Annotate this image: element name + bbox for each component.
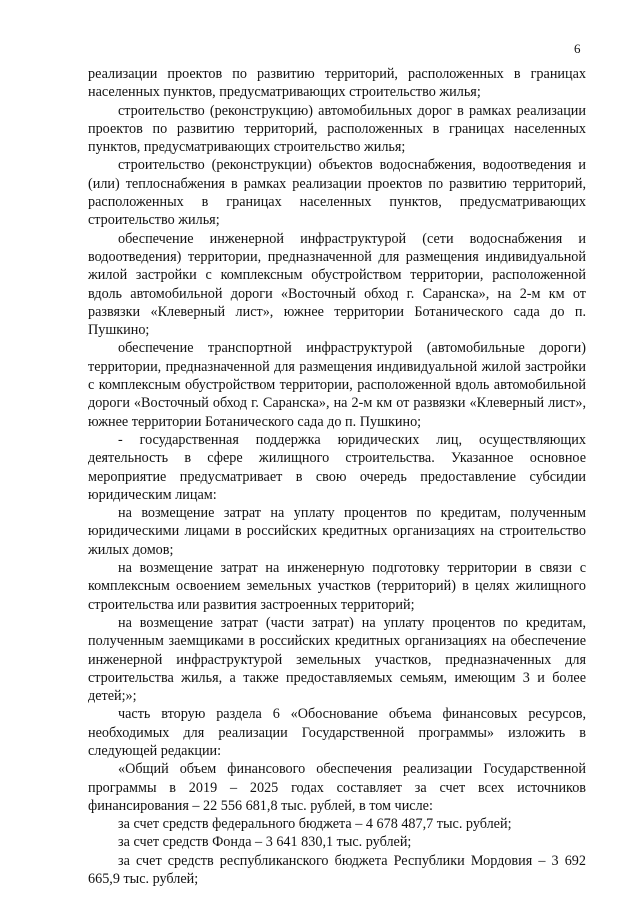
paragraph: строительство (реконструкции) объектов водоснабжения, водоотведения и (или) теплоснабжения в рамках реализации проектов по развитию территорий, расположенных в границах населенных пунктов, предусматривающих строительство жилья; (88, 157, 586, 229)
paragraph: за счет средств республиканского бюджета Республики Мордовия – 3 692 665,9 тыс. рублей; (88, 852, 586, 888)
paragraph: часть вторую раздела 6 «Обоснование объема финансовых ресурсов, необходимых для реализации Государственной программы» изложить в следующей редакции: (88, 706, 586, 759)
paragraph: на возмещение затрат на уплату процентов по кредитам, полученным юридическими лицами в российских кредитных организациях на строительство жилых домов; (88, 505, 586, 558)
paragraph: строительство (реконструкцию) автомобильных дорог в рамках реализации проектов по развитию территорий, расположенных в границах населенных пунктов, предусматривающих строительство жилья; (88, 102, 586, 156)
paragraph: за счет средств федерального бюджета – 4 678 487,7 тыс. рублей; (118, 816, 512, 833)
paragraph: обеспечение инженерной инфраструктурой (сети водоснабжения и водоотведения) территории, предназначенной для размещения индивидуальной жилой застройки с комплексным обустройством территории, расположенной вдоль автомобильной дороги «Восточный обход г. Саранска», на 2-м км от развязки «Клеверный лист», южнее территории Ботанического сада до п. Пушкино; (88, 230, 586, 339)
paragraph: реализации проектов по развитию территорий, расположенных в границах населенных пунктов, предусматривающих строительство жилья; (88, 66, 586, 101)
paragraph: на возмещение затрат (части затрат) на уплату процентов по кредитам, полученным заемщиками в российских кредитных организациях на обеспечение инженерной инфраструктурой земельных участков, предназначенных для строительства жилья, а также предоставляемых семьям, имеющим 3 и более детей;»; (88, 614, 586, 705)
paragraph: на возмещение затрат на инженерную подготовку территории в связи с комплексным освоением земельных участков (территорий) в целях жилищного строительства или развития застроенных территорий; (88, 560, 586, 613)
paragraph: за счет средств Фонда – 3 641 830,1 тыс. рублей; (118, 834, 412, 851)
page-number: 6 (574, 41, 581, 56)
paragraph: обеспечение транспортной инфраструктурой (автомобильные дороги) территории, предназначенной для размещения индивидуальной жилой застройки с комплексным обустройством территории, расположенной вдоль автомобильной дороги «Восточный обход г. Саранска», на 2-м км от развязки «Клеверный лист», южнее территории Ботанического сада до п. Пушкино; (88, 340, 586, 430)
paragraph: «Общий объем финансового обеспечения реализации Государственной программы в 2019 – 2025 годах составляет за счет всех источников финансирования – 22 556 681,8 тыс. рублей, в том числе: (88, 761, 586, 814)
paragraph: - государственная поддержка юридических лиц, осуществляющих деятельность в сфере жилищного строительства. Указанное основное мероприятие предусматривает в свою очередь предоставление субсидии юридическим лицам: (88, 431, 586, 503)
document-body (88, 65, 586, 888)
